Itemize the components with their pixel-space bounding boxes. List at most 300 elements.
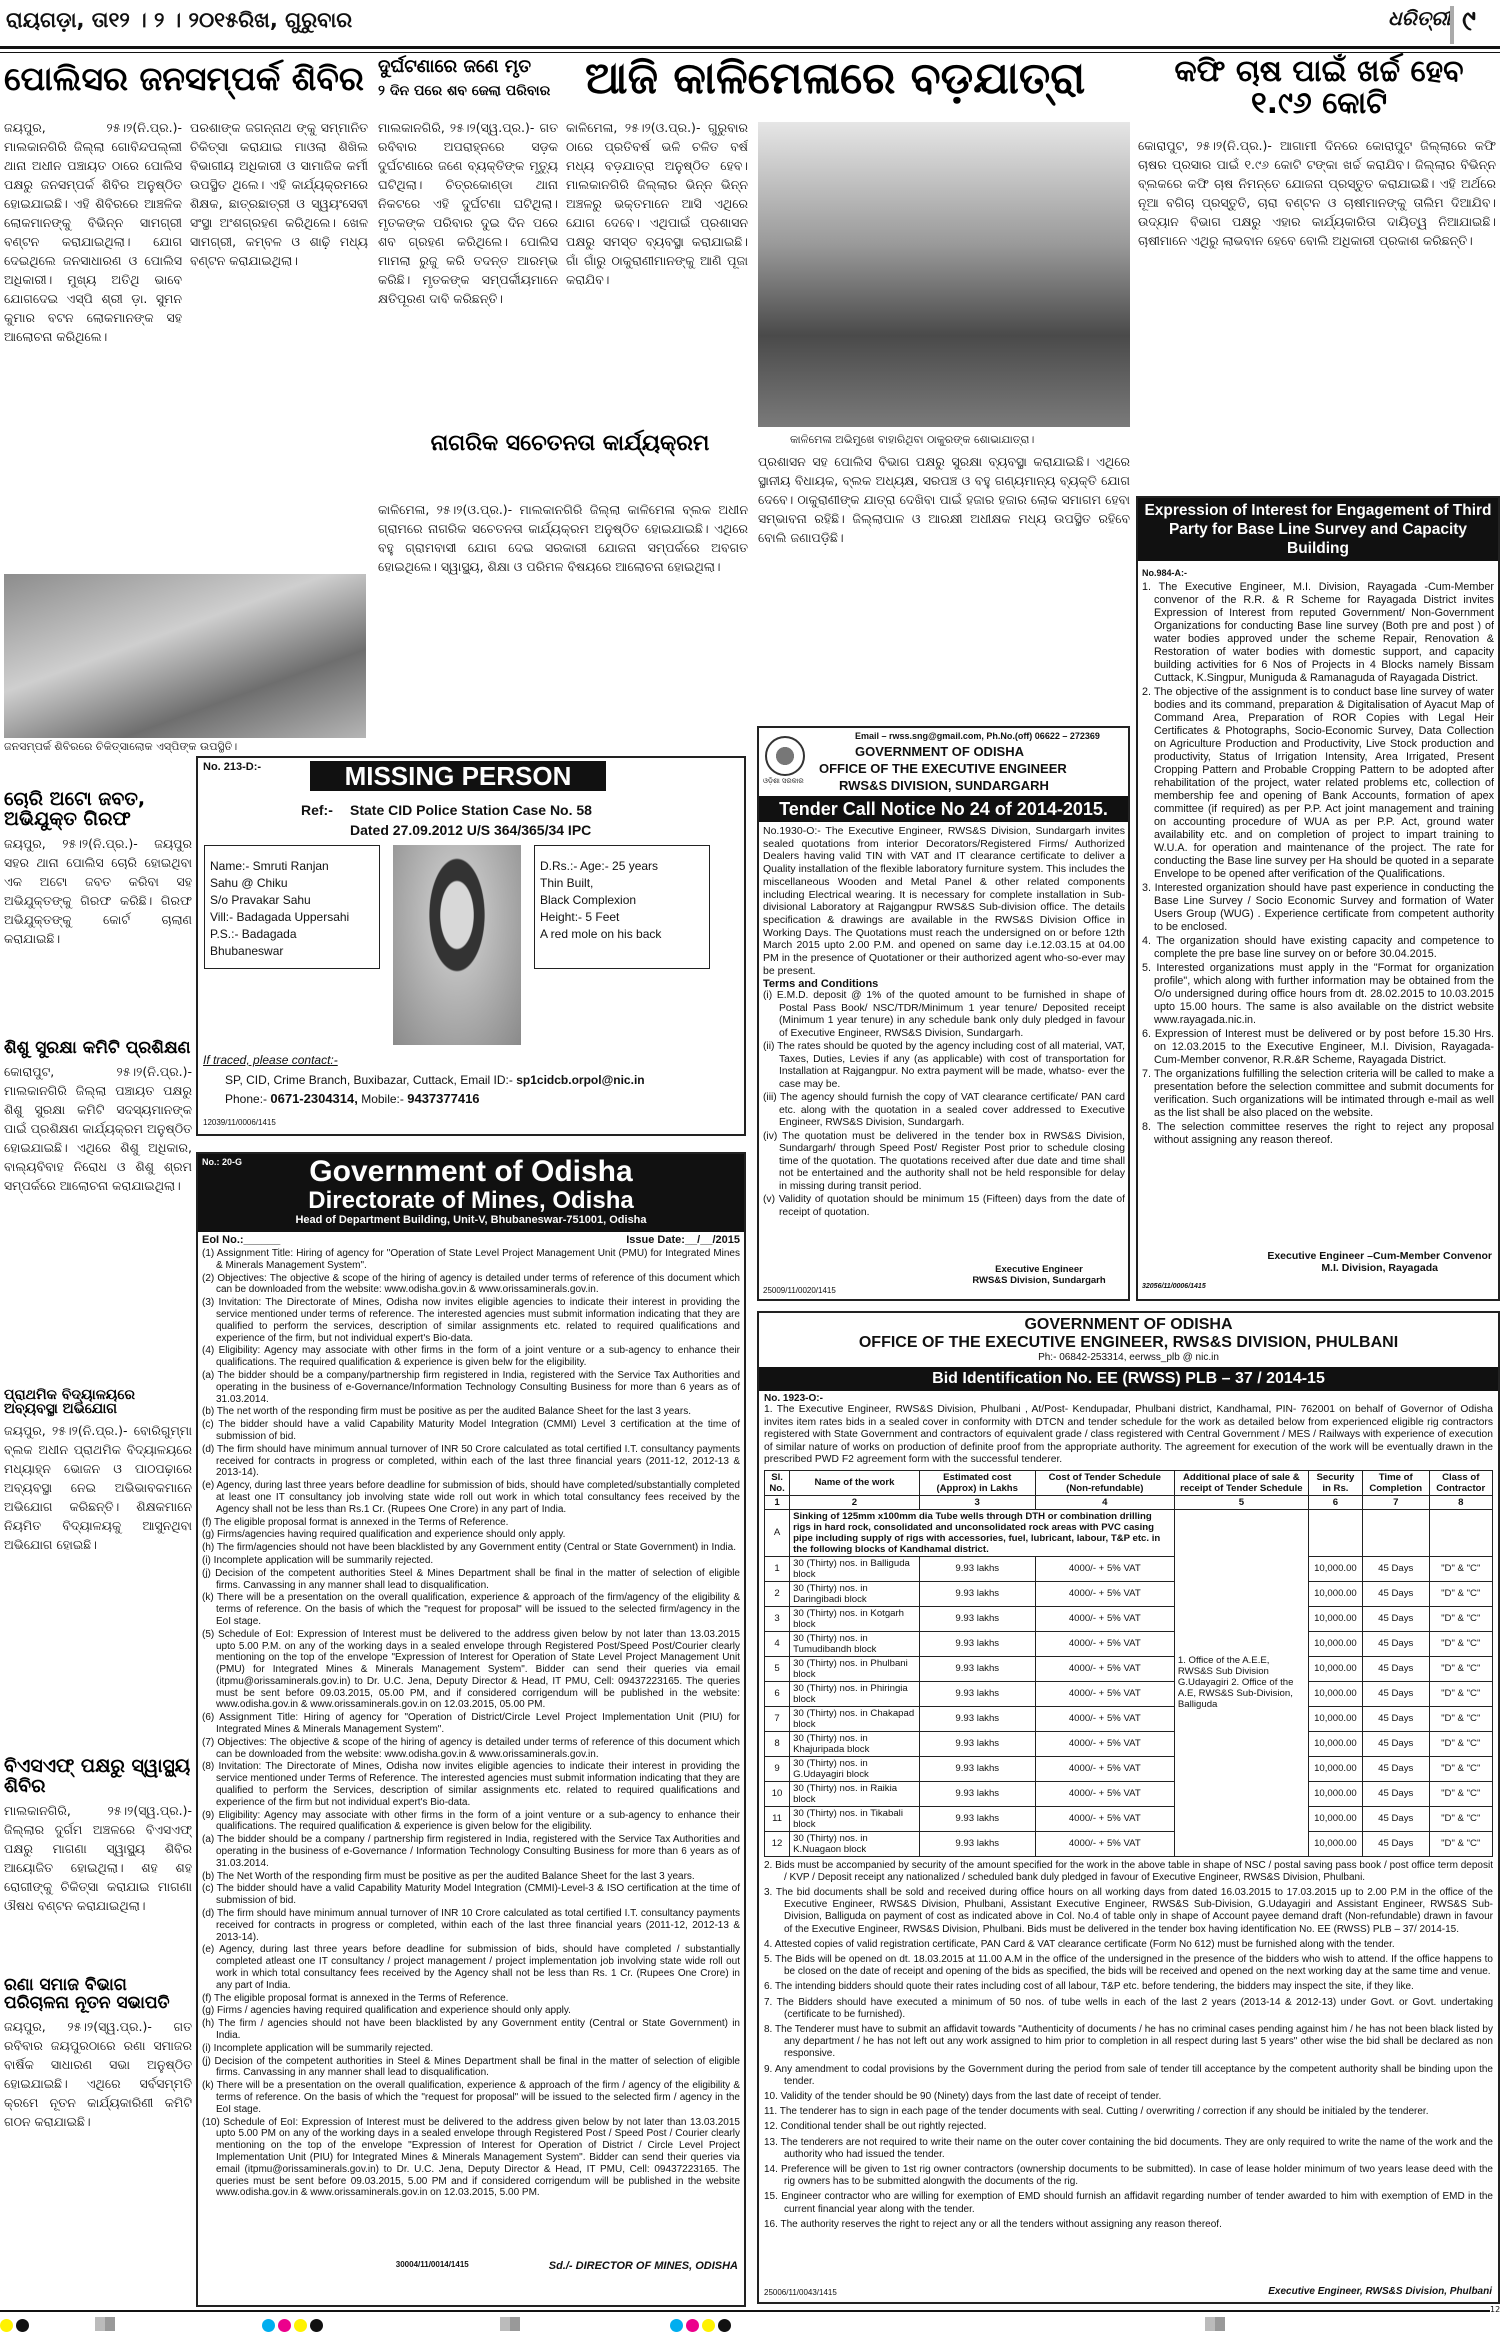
cell-class: "D" & "C" — [1429, 1581, 1493, 1606]
cell-work: 30 (Thirty) nos. in Khajuripada block — [790, 1731, 920, 1756]
headline-bsf-camp: ବିଏସଏଫ୍ ପକ୍ଷରୁ ସ୍ୱାସ୍ଥ୍ୟ ଶିବିର — [4, 1755, 191, 1798]
police-camp-photo — [4, 574, 366, 738]
cell-security: 10,000.00 — [1308, 1631, 1362, 1656]
headline-car-festival: ଆଜି କାଳିମେଳାରେ ବଡ଼ଯାତ୍ରା — [585, 53, 1086, 104]
contact: Ph:- 06842-253314, eerwss_plb @ nic.in — [1038, 1352, 1219, 1363]
cell-security: 10,000.00 — [1308, 1656, 1362, 1681]
tender-intro: No.1930-O:- The Executive Engineer, RWS&S Division, Sundargarh invites sealed quotations from interior Decorators/Registered Firms/ Authorized Dealers having valid TIN with VAT and IT clearance certificate to deliver a Quality installation of the flexible laboratory furniture system. This includes the miscellaneous Wooden and Metal Panel & other related components including Electrical wearing. It is necessary for complete installation in Sub-divisional Laboratory at Rajgangpur RWS&S Sub-division office. The details specification & drawings are available in the RWS&S Division Office in Working Days. The Quotations must reach the undersigned on or before 12th March 2015 upto 2.00 P.M. and opened on same day i.e.12.03.15 at 04.00 PM in the presence of Quotationer or their authorized agent who-so-ever may be present. — [763, 825, 1125, 977]
story-child-safety-body: କୋରାପୁଟ, ୨୫।୨(ନି.ପ୍ର.)- ମାଲକାନଗିରି ଜିଲ୍ଲା ପଞ୍ଚାୟତ ପକ୍ଷରୁ ଶିଶୁ ସୁରକ୍ଷା କମିଟି ସଦସ୍ୟମାନଙ୍କ ପାଇଁ ପ୍ରଶିକ୍ଷଣ କାର୍ଯ୍ୟକ୍ରମ ଅନୁଷ୍ଠିତ ହୋଇଯାଇଛି। ଏଥିରେ ଶିଶୁ ଅଧିକାର, ବାଲ୍ୟବିବାହ ନିରୋଧ ଓ ଶିଶୁ ଶ୍ରମ ସମ୍ପର୍କରେ ଆଲୋଚନା କରାଯାଇଥିଲା। — [4, 1063, 192, 1193]
cell-cost: 9.93 lakhs — [919, 1756, 1035, 1781]
terms-list — [763, 990, 1125, 1219]
headline-new-president: ରଣା ସମାଜ ବିଭାଗ ପରିଚାଳନା ନୂତନ ସଭାପତି — [4, 1974, 170, 2013]
eoi-paragraph: (h) The firm / agencies should not have been blacklisted by any Government entity (Central or State Government) in India. — [202, 2018, 740, 2041]
empty-cell — [1362, 1509, 1429, 1556]
division-line: RWS&S DIVISION, SUNDARGARH — [839, 778, 1049, 793]
ref-line-1: State CID Police Station Case No. 58 — [350, 802, 592, 818]
cell-sl: 7 — [765, 1706, 790, 1731]
clauses — [764, 1860, 1493, 2231]
eoi-paragraph: (g) Firms/agencies having required qualification and experience should only apply. — [202, 1529, 566, 1541]
eoi-paragraph: (i) Incomplete application will be summarily rejected. — [202, 2042, 434, 2054]
cell-cost: 9.93 lakhs — [919, 1681, 1035, 1706]
cell-time: 45 Days — [1362, 1706, 1429, 1731]
cell-time: 45 Days — [1362, 1781, 1429, 1806]
column-header: Sl. No. — [765, 1470, 790, 1495]
tender-body — [763, 825, 1125, 1220]
ref-line-2: Dated 27.09.2012 U/S 364/365/34 IPC — [350, 822, 592, 838]
cell-sl: 4 — [765, 1631, 790, 1656]
clause: 7. The Bidders should have executed a minimum of 50 nos. of tube wells in each of the last 2 years (2013-14 & 2012-13) under Govt. or Govt. undertaking (certificate to be furnished). — [764, 1996, 1493, 2020]
story-auto-theft-body: ଜୟପୁର, ୨୫।୨(ନି.ପ୍ର.)- ଜୟପୁର ସହର ଥାନା ପୋଲିସ ଚୋରି ହୋଇଥିବା ଏକ ଅଟୋ ଜବତ କରିବା ସହ ଅଭିଯୁକ୍ତଙ୍କୁ ଗିରଫ କରିଛି। ଗିରଫ ଅଭିଯୁକ୍ତଙ୍କୁ କୋର୍ଟ ଚାଲାଣ କରାଯାଇଛି। — [4, 835, 192, 946]
registration-marks — [0, 2317, 1500, 2333]
column-header: Security in Rs. — [1308, 1470, 1362, 1495]
cell-sl: 8 — [765, 1731, 790, 1756]
gov-line: GOVERNMENT OF ODISHA — [1024, 1316, 1233, 1333]
car-festival-photo — [758, 122, 1130, 427]
cell-work: 30 (Thirty) nos. in K.Nuagaon block — [790, 1831, 920, 1856]
cell-class: "D" & "C" — [1429, 1606, 1493, 1631]
eoi-paragraph: (d) The firm should have minimum annual turnover of INR 50 Crore calculated as total certified I.T. consultancy payments received for contracts in progress or completed, within each of the last three financial years (2011-12, 2012-13 & 2013-14). — [202, 1443, 740, 1479]
signature: Executive Engineer, RWS&S Division, Phulbani — [1268, 2286, 1492, 2297]
clause: 9. Any amendment to codal provisions by the Government during the period from sale of tender till acceptance by the competent authority shall be binding upon the tender. — [764, 2063, 1493, 2087]
story-awareness-body: କାଳିମେଳା, ୨୫।୨(ଓ.ପ୍ର.)- ମାଲକାନଗିରି ଜିଲ୍ଲା କାଳିମେଳା ବ୍ଲକ ଅଧୀନ ଗ୍ରାମରେ ନାଗରିକ ସଚେତନତା କାର୍ଯ୍ୟକ୍ରମ ଅନୁଷ୍ଠିତ ହୋଇଯାଇଛି। ଏଥିରେ ବହୁ ଗ୍ରାମବାସୀ ଯୋଗ ଦେଇ ସରକାରୀ ଯୋଜନା ସମ୍ପର୍କରେ ଅବଗତ ହୋଇଥିଲେ। ସ୍ୱାସ୍ଥ୍ୟ, ଶିକ୍ଷା ଓ ପରିମଳ ବିଷୟରେ ଆଲୋଚନା ହୋଇଥିଲା। — [378, 502, 748, 574]
eoi-items — [1142, 581, 1494, 1147]
mobile-label: Mobile:- — [361, 1092, 404, 1106]
description-box — [534, 845, 710, 969]
eoi-item: 2. The objective of the assignment is to conduct base line survey of water bodies and its command, preparation & Digitalisation of Ayacut Map of Command Area, Preparation of ROR Copies with Legal Heir Certificates & Photographs, Socio-Economic Survey, Data Collection on Agriculture Production and Productivity, Live Stock production and productivity, Status of Irrigation Intensity, Area Irrigated, Present Cropping Pattern and Probable Cropping Pattern to be adopted after rehabilitation of the project, water related problems etc, collection of membership fee and opening of Bank Accounts, formation of apex committee (if required) as per P.P. Act joint management and training on accounting procedure of WUA as per P.P. Act, ground water availability etc. and on completion of project to impart training to W.U.A. for operation and maintenance of the project. The rate for conducting the Base line survey per Ha should be quoted in a separate Envelope to be opened after verification of the Qualifications. — [1142, 686, 1494, 880]
story-police-camp-body2: ପରଶାଙ୍କ ଜଗନ୍ନାଥ ଙ୍କୁ ସମ୍ମାନିତ ଚିକିତ୍ସା କରାଯାଇ ମାଓଲା ଶିଖିଲ ବିଭାଗୀୟ ଅଧିକାରୀ ଓ ସାମାଜିକ କର୍ମୀ ଉପସ୍ଥିତ ଥିଲେ। ଏହି କାର୍ଯ୍ୟକ୍ରମରେ ଶିକ୍ଷକ, ଛାତ୍ରଛାତ୍ରୀ ଓ ସ୍ୱୟଂସେବୀ ସଂସ୍ଥା ଅଂଶଗ୍ରହଣ କରିଥିଲେ। ଖେଳ ସାମଗ୍ରୀ, କମ୍ବଳ ଓ ଶାଢ଼ି ମଧ୍ୟ ବଣ୍ଟନ କରାଯାଇଥିଲା। — [190, 120, 368, 268]
dateline: ରାୟଗଡ଼ା, ତା୧୨ । ୨ । ୨୦୧୫ରିଖ, ଗୁରୁବାର — [6, 8, 353, 32]
cyan-dot — [670, 2319, 683, 2332]
cell-security: 10,000.00 — [1308, 1556, 1362, 1581]
cell-class: "D" & "C" — [1429, 1831, 1493, 1856]
cell-work: 30 (Thirty) nos. in Balliguda block — [790, 1556, 920, 1581]
table-row — [765, 1606, 1493, 1631]
story-accident-body: ମାଲକାନଗିରି, ୨୫।୨(ସ୍ୱ.ପ୍ର.)- ଗତ ରବିବାର ଅପରାହ୍ନରେ ସଡ଼କ ଦୁର୍ଘଟଣାରେ ଜଣେ ବ୍ୟକ୍ତିଙ୍କ ମୃତ୍ୟୁ ଘଟିଥିଲା। ଚିତ୍ରକୋଣ୍ଡା ଥାନା ନିକଟରେ ଏହି ଦୁର୍ଘଟଣା ଘଟିଥିଲା। ମୃତକଙ୍କ ପରିବାର ଦୁଇ ଦିନ ପରେ ଶବ ଗ୍ରହଣ କରିଥିଲେ। ପୋଲିସ ମାମଲା ରୁଜୁ କରି ତଦନ୍ତ ଆରମ୍ଭ କରିଛି। ମୃତକଙ୍କ ସମ୍ପର୍କୀୟମାନେ କ୍ଷତିପୂରଣ ଦାବି କରିଛନ୍ତି। — [378, 120, 558, 306]
cell-security: 10,000.00 — [1308, 1606, 1362, 1631]
mines-ad-subtitle: Directorate of Mines, Odisha — [308, 1187, 634, 1214]
eoi-item: 3. Interested organization should have past experience in conducting the Base Line Survey / Socio Economic Survey and formation of Water Users Group (WUG) . Experience certificate from competent authority to be enclosed. — [1142, 882, 1494, 933]
tender-title: Tender Call Notice No 24 of 2014-2015. — [759, 796, 1128, 822]
gov-line: GOVERNMENT OF ODISHA — [855, 744, 1025, 759]
footer-rule — [0, 2310, 1490, 2312]
subhead-accident: ୨ ଦିନ ପରେ ଶବ ଜେଲା ପରିବାର — [378, 83, 551, 99]
detail-line: P.S.:- Badagada — [210, 927, 297, 941]
eoi-paragraph: (b) The Net Worth of the responding firm must be positive as per the audited Balance Sheet for the last 3 years. — [202, 1870, 695, 1882]
signature-line-1: Executive Engineer — [995, 1264, 1083, 1275]
table-row — [765, 1681, 1493, 1706]
eoi-paragraph: (f) The eligible proposal format is annexed in the Terms of Reference. — [202, 1516, 509, 1528]
missing-person-title: MISSING PERSON — [310, 761, 606, 791]
cell-cost: 9.93 lakhs — [919, 1781, 1035, 1806]
cell-work: 30 (Thirty) nos. in G.Udayagiri block — [790, 1756, 920, 1781]
table-row — [765, 1806, 1493, 1831]
clause: 2. Bids must be accompanied by security of the amount specified for the work in the above table in shape of NSC / postal saving pass book / post office term deposit / KVP / Deposit receipt any nationalized / scheduled bank duly pledged in favour of Executive Engineer, RWS&S Division, Phulbani. — [764, 1859, 1493, 1883]
cell-security: 10,000.00 — [1308, 1831, 1362, 1856]
cell-schedule: 4000/- + 5% VAT — [1035, 1781, 1174, 1806]
contact-label: If traced, please contact:- — [203, 1053, 338, 1067]
detail-line: Bhubaneswar — [210, 944, 284, 958]
description-line: Height:- 5 Feet — [540, 910, 620, 924]
clause: 11. The tenderer has to sign in each page of the tender documents with seal. Cutting / overwriting / correction if any should be initialed by the tenderer. — [764, 2106, 1429, 2118]
mines-ad-body — [198, 1248, 744, 2258]
term-item: (i) E.M.D. deposit @ 1% of the quoted amount to be furnished in shape of Postal Pass Book/ NSC/TDR/Minimum 1 year tenure/ Deposited receipt (Minimum 1 year tenure) in any schedule bank only duly pledged in favour of Executive Engineer, RWS&S Division, Sundargarh. — [763, 990, 1125, 1039]
cell-cost: 9.93 lakhs — [919, 1556, 1035, 1581]
cell-cost: 9.93 lakhs — [919, 1806, 1035, 1831]
eoi-paragraph: (e) Agency, during last three years before deadline for submission of bids, should have completed/substantially completed at least one IT consultancy job involving state wide roll out work in which total consultancy fees received by the Agency shall not be less than Rs.1 Cr. (Rupees One Crore) in any part of India. — [202, 1480, 740, 1515]
cell-cost: 9.93 lakhs — [919, 1831, 1035, 1856]
eoi-paragraph: (i) Incomplete application will be summarily rejected. — [202, 1554, 434, 1566]
yellow-dot — [294, 2319, 307, 2332]
cell-time: 45 Days — [1362, 1681, 1429, 1706]
empty-cell — [1308, 1509, 1362, 1556]
cell-time: 45 Days — [1362, 1556, 1429, 1581]
cell-security: 10,000.00 — [1308, 1681, 1362, 1706]
page-marker: 12 — [1490, 2305, 1500, 2314]
cell-class: "D" & "C" — [1429, 1731, 1493, 1756]
story-car-festival-body2: ପ୍ରଶାସନ ସହ ପୋଲିସ ବିଭାଗ ପକ୍ଷରୁ ସୁରକ୍ଷା ବ୍ୟବସ୍ଥା କରାଯାଇଛି। ଏଥିରେ ସ୍ଥାନୀୟ ବିଧାୟକ, ବ୍ଲକ ଅଧ୍ୟକ୍ଷ, ସରପଞ୍ଚ ଓ ବହୁ ଗଣ୍ୟମାନ୍ୟ ବ୍ୟକ୍ତି ଯୋଗ ଦେବେ। ଠାକୁରାଣୀଙ୍କ ଯାତ୍ରା ଦେଖିବା ପାଇଁ ହଜାର ହଜାର ଲୋକ ସମାଗମ ହେବା ସମ୍ଭାବନା ରହିଛି। ଜିଲ୍ଲାପାଳ ଓ ଆରକ୍ଷୀ ଅଧୀକ୍ଷକ ମଧ୍ୟ ଉପସ୍ଥିତ ରହିବେ ବୋଲି ଜଣାପଡ଼ିଛି। — [758, 454, 1130, 545]
eoi-paragraph: (9) Eligibility: Agency may associate with other firms in the form of a joint venture or a sub-agency to enhance their qualifications. The required qualification & experience is given below for the eligibility. — [202, 1809, 740, 1833]
eoi-paragraph: (3) Invitation: The Directorate of Mines, Odisha now invites eligible agencies to indicate their interest in providing the service mentioned under terms of reference. The interested agencies must submit information indicating that they are qualified to perform the services, description of similar assignments etc. related to required qualifications and experience of the firm, but not individual expert's Bio-data. — [202, 1297, 740, 1344]
ad-ref-code: 25009/11/0020/1415 — [763, 1286, 836, 1295]
column-header: Additional place of sale & receipt of Tender Schedule — [1174, 1470, 1308, 1495]
eoi-paragraph: (k) There will be a presentation on the overall qualification, experience & approach of the firm/agency of the eligibility & terms of reference. On the basis of which the "request for proposal" will be issued to the selected firm/agency in the EoI stage. — [202, 1592, 740, 1627]
contact-address: SP, CID, Crime Branch, Buxibazar, Cuttack, Email ID:- — [225, 1073, 513, 1087]
eoi-paragraph: (c) The bidder should have a valid Capability Maturity Model Integration (CMMI)-Level-3 & ISO certification at the time of submission of bid. — [202, 1883, 740, 1907]
cell-sl: 1 — [765, 1556, 790, 1581]
cell-schedule: 4000/- + 5% VAT — [1035, 1581, 1174, 1606]
ad-number: No.984-A:- — [1142, 568, 1188, 578]
ad-ref-code: 30004/11/0014/1415 — [395, 2260, 469, 2269]
bid-title: Bid Identification No. EE (RWSS) PLB – 37 / 2014-15 — [759, 1367, 1498, 1391]
issue-date: Issue Date:__/__/2015 — [626, 1234, 740, 1246]
emblem-icon — [765, 736, 805, 776]
ad-number: No. 213-D:- — [203, 761, 262, 773]
sundargarh-tender-ad — [757, 726, 1130, 1301]
cell-class: "D" & "C" — [1429, 1756, 1493, 1781]
clause: 10. Validity of the tender should be 90 (Ninety) days from the last date of receipt of tender. — [764, 2090, 1162, 2102]
logo-divider — [1450, 6, 1454, 44]
rayagada-eoi-ad — [1136, 496, 1500, 1301]
column-number: 2 — [790, 1495, 920, 1509]
magenta-dot — [278, 2319, 291, 2332]
phulbani-tender-ad — [757, 1311, 1500, 2304]
works-table — [764, 1470, 1493, 1857]
cell-sl: 10 — [765, 1781, 790, 1806]
black-dot — [310, 2319, 323, 2332]
table-row — [765, 1631, 1493, 1656]
cell-cost: 9.93 lakhs — [919, 1731, 1035, 1756]
headline-accident: ଦୁର୍ଘଟଣାରେ ଜଣେ ମୃତ — [378, 56, 532, 77]
cell-cost: 9.93 lakhs — [919, 1606, 1035, 1631]
eoi-item: 1. The Executive Engineer, M.I. Division, Rayagada -Cum-Member convenor of the R.R. & R Scheme for Rayagada District invites Expression of Interest from reputed Government/ Non-Government Organizations for conducting Base line survey (Both pre and post ) of water bodies approved under the scheme Repair, Renovation & Restoration of water bodies with domestic support, and capacity building activities for 6 Nos of Projects in 4 Blocks namely Bissam Cuttack, K.Singpur, Muniguda & Ramanaguda of Rayagada District. — [1142, 581, 1494, 684]
term-item: (v) Validity of quotation should be minimum 15 (Fifteen) days from the date of receipt of quotation. — [763, 1194, 1125, 1218]
table-group-row — [765, 1509, 1493, 1556]
cell-time: 45 Days — [1362, 1606, 1429, 1631]
magenta-dot — [686, 2319, 699, 2332]
story-new-president-body: ଜୟପୁର, ୨୫।୨(ସ୍ୱ.ପ୍ର.)- ଗତ ରବିବାର ଜୟପୁରଠାରେ ରଣା ସମାଜର ବାର୍ଷିକ ସାଧାରଣ ସଭା ଅନୁଷ୍ଠିତ ହୋଇଯାଇଛି। ଏଥିରେ ସର୍ବସମ୍ମତି କ୍ରମେ ନୂତନ କାର୍ଯ୍ୟକାରିଣୀ କମିଟି ଗଠନ କରାଯାଇଛି। — [4, 2018, 192, 2129]
signature-line-2: M.I. Division, Rayagada — [1321, 1262, 1439, 1274]
table-row — [765, 1731, 1493, 1756]
description-line: D.Rs.:- Age:- 25 years — [540, 859, 659, 873]
eoi-item: 4. The organization should have existing capacity and competence to complete the pre base line survey on or before 30.04.2015. — [1142, 935, 1494, 960]
terms-heading: Terms and Conditions — [763, 978, 879, 991]
column-header: Name of the work — [790, 1470, 920, 1495]
cell-time: 45 Days — [1362, 1731, 1429, 1756]
color-dots — [262, 2317, 326, 2336]
black-dot — [16, 2319, 29, 2332]
cell-schedule: 4000/- + 5% VAT — [1035, 1806, 1174, 1831]
eoi-paragraph: (4) Eligibility: Agency may associate with other firms in the form of a joint venture or a sub-agency to enhance their qualifications. The required qualification & experience is given belw for the eligibility. — [202, 1345, 740, 1369]
table-row — [765, 1556, 1493, 1581]
eoi-paragraph: (10) Schedule of EoI: Expression of Interest must be delivered to the address given below by not later than 13.03.2015 upto 5.00 PM on any of the working days in a sealed envelope through Registered Post / Speed Post / Courier clearly mentioning on the top of the envelope "Expression of Interest for Operation of District / Circle Level Project Implementation Unit (PIU) for Integrated Mines & Minerals Management System". Bidder can send their queries via email (itpmu@orissaminerals.gov.in) to Dr. U.C. Jena, Deputy Director & Head, IT PMU, Cell: 09437223165. The queries must be sent before 09.03.2015, 5.00 PM and if considered corrigendum will be published in the website www.odisha.gov.in & www.orissaminerals.gov.in on 12.03.2015, 5.00 PM. — [202, 2116, 740, 2199]
cell-work: 30 (Thirty) nos. in Tikabali block — [790, 1806, 920, 1831]
table-column-number-row — [765, 1495, 1493, 1509]
cell-security: 10,000.00 — [1308, 1781, 1362, 1806]
cell-time: 45 Days — [1362, 1831, 1429, 1856]
clause: 16. The authority reserves the right to reject any or all the tenders without assigning any reason thereof. — [764, 2218, 1222, 2230]
eoi-paragraph: (a) The bidder should be a company / partnership firm registered in India, registered with the Service Tax Authorities and operating in the business of e-Governance / Information Technology Consulting Business for more than 6 years as of 31.03.2014. — [202, 1834, 740, 1869]
clause: 12. Conditional tender shall be out rightly rejected. — [764, 2121, 987, 2133]
column-number: 6 — [1308, 1495, 1362, 1509]
mines-ad-footer — [198, 2258, 744, 2274]
eoi-item: 8. The selection committee reserves the right to reject any proposal without assigning any reason thereof. — [1142, 1121, 1494, 1146]
mines-ad-header — [198, 1154, 744, 1232]
cell-work: 30 (Thirty) nos. in Phulbani block — [790, 1656, 920, 1681]
clause: 14. Preference will be given to 1st rig owner contractors (ownership documents to be submitted). In case of lease holder minimum of two years lease deed with the rig owners has to be submitted alongwith the documents of the rig. — [764, 2163, 1493, 2188]
cell-work: 30 (Thirty) nos. in Tumudibandh block — [790, 1631, 920, 1656]
column-header: Class of Contractor — [1429, 1470, 1493, 1495]
eoi-paragraph: (c) The bidder should have a valid Capability Maturity Model Integration (CMMI) Level 3 certification at the time of submission of bid. — [202, 1419, 740, 1442]
eoi-number: EoI No.:______ — [202, 1234, 281, 1246]
eoi-item: 7. The organizations fulfilling the selection criteria will be called to make a presentation before the selection committee and submit documents for verification. Such organizations will be intimated through e-mail as well as the list shall be also placed on the website. — [1142, 1068, 1494, 1119]
cell-sl: 2 — [765, 1581, 790, 1606]
cell-sl: 11 — [765, 1806, 790, 1831]
signature: Sd./- DIRECTOR OF MINES, ODISHA — [548, 2260, 738, 2272]
intro: 1. The Executive Engineer, RWS&S Division, Phulbani , At/Post- Kendupadar, Phulbani district, Kandhamal, PIN- 762001 on behalf of Governor of Odisha invites item rates bids in a sealed cover in conformity with DTCN and tender schedule for the work as detailed below from experienced eligible rig contractors registered with State Government and contractors of equivalent grade / class registered with Central Government / MES / Railways with experience of execution of similar nature of works on production of definite proof from the appropriate authority. The agreement for execution of the work will be eventually drawn in the prescribed PWD F2 agreement form with the successful tenderer. — [764, 1404, 1493, 1465]
cell-security: 10,000.00 — [1308, 1706, 1362, 1731]
headline-complaint: ପ୍ରାଥମିକ ବିଦ୍ୟାଳୟରେ ଅବ୍ୟବସ୍ଥା ଅଭିଯୋଗ — [4, 1386, 135, 1418]
ad-number: No.: 20-G — [202, 1157, 243, 1167]
yellow-dot — [0, 2319, 13, 2332]
cell-work: 30 (Thirty) nos. in Raikia block — [790, 1781, 920, 1806]
column-number: 7 — [1362, 1495, 1429, 1509]
cell-time: 45 Days — [1362, 1806, 1429, 1831]
column-header: Time of Completion — [1362, 1470, 1429, 1495]
cell-class: "D" & "C" — [1429, 1806, 1493, 1831]
missing-person-photo — [393, 845, 521, 1045]
headline-auto-theft: ଚୋରି ଅଟୋ ଜବତ, ଅଭିଯୁକ୍ତ ଗିରଫ — [4, 788, 146, 830]
cell-schedule: 4000/- + 5% VAT — [1035, 1606, 1174, 1631]
clause: 8. The Tenderer must have to submit an affidavit towards "Authenticity of documents / he has no criminal cases pending against him / he has not been black listed by any department / he has not left out any work assigned to him prior to completion in all respect during last 5 years" other wise the bid shall be declared as non responsive. — [764, 2023, 1493, 2060]
cell-schedule: 4000/- + 5% VAT — [1035, 1681, 1174, 1706]
signature-line-1: Executive Engineer –Cum-Member Convenor — [1267, 1250, 1492, 1262]
headline-police-camp: ପୋଲିସର ଜନସମ୍ପର୍କ ଶିବିର — [4, 59, 364, 98]
table-row — [765, 1581, 1493, 1606]
term-item: (iii) The agency should furnish the copy of VAT clearance certificate/ PAN card etc. along with the quotation in a sealed cover addressed to Executive Engineer, RWS&S Division, Sundargarh. — [763, 1092, 1125, 1129]
cell-class: "D" & "C" — [1429, 1631, 1493, 1656]
cell-sl: 5 — [765, 1656, 790, 1681]
story-coffee-body: କୋରାପୁଟ, ୨୫।୨(ନି.ପ୍ର.)- ଆଗାମୀ ଦିନରେ କୋରାପୁଟ ଜିଲ୍ଲାରେ କଫି ଚାଷର ପ୍ରସାର ପାଇଁ ୧.୯୬ କୋଟି ଟଙ୍କା ଖର୍ଚ୍ଚ କରାଯିବ। ଜିଲ୍ଲାର ବିଭିନ୍ନ ବ୍ଲକରେ କଫି ଚାଷ ନିମନ୍ତେ ଯୋଜନା ପ୍ରସ୍ତୁତ କରାଯାଇଛି। ଏହି ଅର୍ଥରେ ନୂଆ ବଗିଚା ପ୍ରସ୍ତୁତି, ଚାରା ବଣ୍ଟନ ଓ ଚାଷୀମାନଙ୍କୁ ତାଲିମ ଦିଆଯିବ। ଉଦ୍ୟାନ ବିଭାଗ ପକ୍ଷରୁ ଏହାର କାର୍ଯ୍ୟକାରିତା ଦାୟିତ୍ୱ ନିଆଯାଇଛି। ଚାଷୀମାନେ ଏଥିରୁ ଲାଭବାନ ହେବେ ବୋଲି ଅଧିକାରୀ ପ୍ରକାଶ କରିଛନ୍ତି। — [1138, 138, 1496, 248]
cell-security: 10,000.00 — [1308, 1731, 1362, 1756]
headline-coffee: କଫି ଚାଷ ପାଇଁ ଖର୍ଚ୍ଚ ହେବ ୧.୯୬ କୋଟି — [1174, 54, 1464, 121]
phulbani-body — [759, 1391, 1498, 2236]
detail-line: Name:- Smruti Ranjan — [210, 859, 329, 873]
clause: 5. The Bids will be opened on dt. 18.03.2015 at 11.00 A.M in the office of the undersigned in the presence of the bidders who wish to attend. If the office happens to be closed on the date of receipt and opening of the bids as specified, the bids will be received and opened on the next working day at the same time and venue. — [764, 1953, 1493, 1978]
cell-schedule: 4000/- + 5% VAT — [1035, 1556, 1174, 1581]
column-header: Estimated cost (Approx) in Lakhs — [919, 1470, 1035, 1495]
contact: Email – rwss.sng@gmail.com, Ph.No.(off) 06622 – 272369 — [855, 731, 1100, 741]
color-dots — [0, 2317, 32, 2336]
gray-swatch — [1205, 2317, 1225, 2331]
cell-class: "D" & "C" — [1429, 1656, 1493, 1681]
column-number: 3 — [919, 1495, 1035, 1509]
detail-line: Vill:- Badagada Uppersahi — [210, 910, 350, 924]
eoi-paragraph: (b) The net worth of the responding firm must be positive as per the audited Balance Sheet for the last 3 years. — [202, 1406, 691, 1418]
cell-schedule: 4000/- + 5% VAT — [1035, 1631, 1174, 1656]
cyan-dot — [262, 2319, 275, 2332]
eoi-item: 6. Expression of Interest must be delivered or by post before 15.30 Hrs. on 12.03.2015 to the Executive Engineer, M.I. Division, Rayagada-Cum-Member convenor, R.R.&R Scheme, Rayagada District. — [1142, 1028, 1494, 1066]
description-line: A red mole on his back — [540, 927, 662, 941]
cell-sl: 6 — [765, 1681, 790, 1706]
cell-sl: 9 — [765, 1756, 790, 1781]
cell-cost: 9.93 lakhs — [919, 1706, 1035, 1731]
eoi-paragraph: (j) Decision of the competent authorities in Steel & Mines Department shall be final in the matter of selection of eligible firms. Canvassing in any manner shall lead to disqualification. — [202, 2055, 740, 2079]
clause: 3. The bid documents shall be sold and received during office hours on all working days from dated 16.03.2015 to 17.03.2015 up to 2.00 P.M in the office of the Executive Engineer, RWS&S Division, Phulbani, Assistant Executive Engineer, RWS&S Sub-Division, G.Udayagiri and Assistant Engineer, RWS&S Sub-Division, Balliguda on payment of cost as indicated above in Col. No.4 of table only in shape of Account payee demand draft (Non-refundable) drawn in favour of the Executive Engineer, RWS&S Division, Phulbani. Bids must be delivered in the tender box having identification No. EE (RWSS) PLB – 37/ 2014-15. — [764, 1886, 1493, 1935]
eoi-paragraph: (g) Firms / agencies having required qualification and experience should only apply. — [202, 2005, 571, 2017]
eoi-paragraph: (d) The firm should have minimum annual turnover of INR 10 Crore calculated as total certified I.T. consultancy payments received for contracts in progress or completed, within each of the last three financial years (2011-12, 2012-13 & 2013-14). — [202, 1908, 740, 1943]
mines-ad-title: Government of Odisha — [309, 1155, 633, 1188]
eoi-meta — [198, 1232, 744, 1248]
page-number: ୯ — [1462, 4, 1476, 37]
cell-security: 10,000.00 — [1308, 1756, 1362, 1781]
cell-class: "D" & "C" — [1429, 1681, 1493, 1706]
table-row — [765, 1781, 1493, 1806]
ad-ref-code: 12039/11/0006/1415 — [203, 1118, 276, 1127]
masthead-rule — [0, 46, 1500, 49]
left-column-stories — [4, 790, 192, 2177]
eoi-paragraph: (h) The firm/agencies should not have been blacklisted by any Government entity (Central or State Government) in India. — [202, 1542, 736, 1554]
column-number: 4 — [1035, 1495, 1174, 1509]
clause: 13. The tenderers are not required to write their name on the outer cover containing the bid documents. They are only required to write the name of the work and the authority who had issued the tender. — [764, 2136, 1493, 2160]
phone-label: Phone:- — [225, 1092, 268, 1106]
cell-class: "D" & "C" — [1429, 1781, 1493, 1806]
cell-time: 45 Days — [1362, 1631, 1429, 1656]
cell-time: 45 Days — [1362, 1756, 1429, 1781]
cell-sl: 3 — [765, 1606, 790, 1631]
gray-swatch — [95, 2317, 115, 2331]
cell-cost: 9.93 lakhs — [919, 1581, 1035, 1606]
cell-schedule: 4000/- + 5% VAT — [1035, 1706, 1174, 1731]
detail-line: S/o Pravakar Sahu — [210, 893, 311, 907]
detail-line: Sahu @ Chiku — [210, 876, 288, 890]
clause: 6. The intending bidders should quote their rates including cost of all labour, T&P etc. before tendering, the bidders may inspect the site, if they like. — [764, 1981, 1414, 1993]
cell-cost: 9.93 lakhs — [919, 1656, 1035, 1681]
office-line: OFFICE OF THE EXECUTIVE ENGINEER, RWS&S DIVISION, PHULBANI — [858, 1334, 1399, 1351]
headline-awareness: ନାଗରିକ ସଚେତନତା କାର୍ଯ୍ୟକ୍ରମ — [430, 431, 710, 456]
additional-place: 1. Office of the A.E.E, RWS&S Sub Division G.Udayagiri 2. Office of the A.E, RWS&S Sub-Division, Balliguda — [1174, 1509, 1308, 1856]
eoi-paragraph: (6) Assignment Title: Hiring of agency for "Operation of District/Circle Level Project Implementation Unit (PIU) for Integrated Mines & Minerals Management System". — [202, 1712, 740, 1736]
story-car-festival-body: କାଳିମେଳା, ୨୫।୨(ଓ.ପ୍ର.)- ଗୁରୁବାର ଠାରେ ପ୍ରତିବର୍ଷ ଭଳି ଚଳିତ ବର୍ଷ ମଧ୍ୟ ବଡ଼ଯାତ୍ରା ଅନୁଷ୍ଠିତ ହେବ। ମାଲକାନଗିରି ଜିଲ୍ଲାର ଭିନ୍ନ ଭିନ୍ନ ଅଞ୍ଚଳରୁ ଭକ୍ତମାନେ ଆସି ଏଥିରେ ଯୋଗ ଦେବେ। ଏଥିପାଇଁ ପ୍ରଶାସନ ପକ୍ଷରୁ ସମସ୍ତ ବ୍ୟବସ୍ଥା କରାଯାଇଛି। ଗାଁ ଗାଁରୁ ଠାକୁରାଣୀମାନଙ୍କୁ ଆଣି ପୂଜା କରାଯିବ। — [566, 120, 748, 287]
car-festival-caption: କାଳିମେଳା ଅଭିମୁଖେ ବାହାରିଥିବା ଠାକୁରଙ୍କ ଶୋଭାଯାତ୍ରା। — [790, 433, 1035, 446]
cell-time: 45 Days — [1362, 1656, 1429, 1681]
cell-schedule: 4000/- + 5% VAT — [1035, 1731, 1174, 1756]
column-number: 1 — [765, 1495, 790, 1509]
group-description: Sinking of 125mm x100mm dia Tube wells through DTH or combination drilling rigs in hard rock, consolidated and unconsolidated rock areas with PVC casing pipe including supply of rigs with accessories, fuel, lubricant, labour, T&P etc. in the following blocks of Kandhamal district. — [790, 1509, 1175, 1556]
cell-work: 30 (Thirty) nos. in Phiringia block — [790, 1681, 920, 1706]
color-dots — [670, 2317, 734, 2336]
empty-cell — [1429, 1509, 1493, 1556]
emblem-caption: ଓଡ଼ିଶା ସରକାର — [763, 778, 804, 785]
cell-security: 10,000.00 — [1308, 1581, 1362, 1606]
eoi-paragraph: (5) Schedule of EoI: Expression of Interest must be delivered to the address given below by not later than 13.03.2015 upto 5.00 P.M. on any of the working days in a sealed envelope through Registered Post/Speed Post/Courier clearly mentioning on the top of the envelope "Expression of Interest for Operation of State Level Project Management Unit (PMU) for Integrated Mines & Minerals Management System". Bidder can send their queries via email (itpmu@orissaminerals.gov.in) to Dr. U.C. Jena, Deputy Director & Head, IT PMU, Cell: 09437223165. The queries must be sent before 09.03.2015, 05.00 PM, and if considered corrigendum will be published in the website: www.odisha.gov.in & www.orissaminerals.gov.in on 12.03.2015, 05.00 PM. — [202, 1628, 740, 1711]
eoi-paragraph: (1) Assignment Title: Hiring of agency for "Operation of State Level Project Management Unit (PMU) for Integrated Mines & Minerals Management System". — [202, 1248, 740, 1271]
story-complaint-body: ଜୟପୁର, ୨୫।୨(ନି.ପ୍ର.)- ବୋରିଗୁମ୍ମା ବ୍ଲକ ଅଧୀନ ପ୍ରାଥମିକ ବିଦ୍ୟାଳୟରେ ମଧ୍ୟାହ୍ନ ଭୋଜନ ଓ ପାଠପଢ଼ାରେ ଅବ୍ୟବସ୍ଥା ନେଇ ଅଭିଭାବକମାନେ ଅଭିଯୋଗ କରିଛନ୍ତି। ଶିକ୍ଷକମାନେ ନିୟମିତ ବିଦ୍ୟାଳୟକୁ ଆସୁନଥିବା ଅଭିଯୋଗ ହୋଇଛି। — [4, 1423, 192, 1553]
headline-child-safety: ଶିଶୁ ସୁରକ୍ଷା କମିଟି ପ୍ରଶିକ୍ଷଣ — [4, 1037, 191, 1058]
contact-line — [225, 1073, 645, 1087]
cell-work: 30 (Thirty) nos. in Daringibadi block — [790, 1581, 920, 1606]
mines-eoi-ad — [196, 1152, 746, 2307]
eoi-item: 5. Interested organizations must apply in the "Format for organization profile", which along with further information may be obtained from the O/o undersigned during office hours from dt. 28.02.2015 to 10.03.2015 upto 15.00 hours. The same is also available on the district website www.rayagada.nic.in. — [1142, 962, 1494, 1026]
table-row — [765, 1831, 1493, 1856]
eoi-body — [1138, 561, 1498, 1261]
signature-line-2: RWS&S Division, Sundargarh — [972, 1275, 1106, 1286]
person-details-box — [204, 845, 380, 969]
story-police-camp-body: ଜୟପୁର, ୨୫।୨(ନି.ପ୍ର.)- ମାଲକାନଗିରି ଜିଲ୍ଲା ଗୋବିନ୍ଦପଲ୍ଲୀ ଥାନା ଅଧୀନ ପଞ୍ଚାୟତ ଠାରେ ପୋଲିସ ପକ୍ଷରୁ ଜନସମ୍ପର୍କ ଶିବିର ଅନୁଷ୍ଠିତ ହୋଇଯାଇଛି। ଏହି ଶିବିରରେ ଆଞ୍ଚଳିକ ଲୋକମାନଙ୍କୁ ବିଭିନ୍ନ ସାମଗ୍ରୀ ବଣ୍ଟନ କରାଯାଇଥିଲା। ଯୋଗ ଦେଇଥିଲେ ଜନସାଧାରଣ ଓ ପୋଲିସ ଅଧିକାରୀ। ମୁଖ୍ୟ ଅତିଥି ଭାବେ ଯୋଗଦେଇ ଏସ୍‌ପି ଶ୍ରୀ ଡ଼ା. ସୁମନ କୁମାର ବଟନ ଲୋକମାନଙ୍କ ସହ ଆଲୋଚନା କରିଥିଲେ। — [4, 120, 182, 344]
gray-swatch — [500, 2317, 520, 2331]
signature — [1267, 1250, 1492, 1274]
eoi-paragraph: (8) Invitation: The Directorate of Mines, Odisha now invites eligible agencies to indicate their interest in providing the service mentioned under Terms of Reference. The interested agencies must submit information indicating that they are qualified to perform the Services, description of similar assignments etc. related to required qualifications and experience of the firm but not individual expert's Bio-data. — [202, 1761, 740, 1808]
mines-ad-address: Head of Department Building, Unit-V, Bhubaneswar-751001, Odisha — [295, 1214, 647, 1226]
clause: 15. Engineer contractor who are willing for exemption of EMD should furnish an affidavit regarding number of tender awarded to him with exemption of EMD in the current financial year along with the tender. — [764, 2191, 1493, 2215]
ref-label: Ref:- — [301, 802, 333, 818]
table-row — [765, 1756, 1493, 1781]
term-item: (iv) The quotation must be delivered in the tender box in RWS&S Division, Sundargarh/ through Speed Post/ Register Post prior to schedule closing time of the quotation. The quotations received after due date and time shall not be entertained and the authority shall not be held responsible for delay in missing during transit period. — [763, 1130, 1125, 1192]
cell-schedule: 4000/- + 5% VAT — [1035, 1831, 1174, 1856]
ad-ref-code: 32056/11/0006/1415 — [1142, 1283, 1206, 1290]
eoi-paragraph: (7) Objectives: The objective & scope of the hiring of agency is detailed under terms of reference of this document which can be downloaded from the website: www.odisha.gov.in & www.orissaminerals.gov.in. — [202, 1736, 740, 1760]
cell-cost: 9.93 lakhs — [919, 1631, 1035, 1656]
group-label: A — [765, 1509, 790, 1556]
cell-class: "D" & "C" — [1429, 1556, 1493, 1581]
ad-number: No. 1923-O:- — [764, 1393, 823, 1404]
cell-schedule: 4000/- + 5% VAT — [1035, 1756, 1174, 1781]
column-number: 8 — [1429, 1495, 1493, 1509]
term-item: (ii) The rates should be quoted by the agency including cost of all material, VAT, Taxes, Duties, Levies if any (as applicable) with cost of transportation for Installation at Rajgangpur. No extra payment will be made, whatso- ever the case may be. — [763, 1041, 1125, 1090]
table-row — [765, 1706, 1493, 1731]
mobile: 9437377416 — [407, 1091, 480, 1106]
clause: 4. Attested copies of valid registration certificate, PAN Card & VAT clearance certificate (Form No 612) must be furnished along with the tender. — [764, 1938, 1395, 1950]
cell-work: 30 (Thirty) nos. in Kotgarh block — [790, 1606, 920, 1631]
yellow-dot — [702, 2319, 715, 2332]
office-line: OFFICE OF THE EXECUTIVE ENGINEER — [819, 761, 1067, 776]
eoi-paragraph: (f) The eligible proposal format is annexed in the Terms of Reference. — [202, 1992, 509, 2004]
cell-class: "D" & "C" — [1429, 1706, 1493, 1731]
police-camp-caption: ଜନସମ୍ପର୍କ ଶିବିରରେ ଚିକିତ୍ସାଲୋକ ଏସ୍‌ପିଙ୍କ ଉପସ୍ଥିତି। — [4, 740, 238, 753]
ad-ref-code: 25006/11/0043/1415 — [764, 2288, 837, 2297]
signature — [959, 1264, 1119, 1286]
eoi-paragraph: (e) Agency, during last three years before deadline for submission of bids, should have completed / substantially completed atleast one IT consultancy / project management / project implementation job involving state wide roll out work in which total consultancy fees received by the Agency shall not be less than Rs. 1 Cr. (Rupees One Crore) in any part of India. — [202, 1944, 740, 1991]
contact-email: sp1cidcb.orpol@nic.in — [516, 1073, 645, 1087]
phone: 0671-2304314, — [270, 1091, 358, 1106]
black-dot — [718, 2319, 731, 2332]
eoi-paragraph: (j) Decision of the competent authorities Steel & Mines Department shall be final in the matter of selection of eligible firms. Canvassing in any manner shall lead to disqualification. — [202, 1567, 740, 1591]
story-bsf-camp-body: ମାଲକାନଗିରି, ୨୫।୨(ସ୍ୱ.ପ୍ର.)- ଜିଲ୍ଲାର ଦୁର୍ଗମ ଅଞ୍ଚଳରେ ବିଏସଏଫ୍ ପକ୍ଷରୁ ମାଗଣା ସ୍ୱାସ୍ଥ୍ୟ ଶିବିର ଆୟୋଜିତ ହୋଇଥିଲା। ଶହ ଶହ ରୋଗୀଙ୍କୁ ଚିକିତ୍ସା କରାଯାଇ ମାଗଣା ଔଷଧ ବଣ୍ଟନ କରାଯାଇଥିଲା। — [4, 1802, 192, 1913]
column-header: Cost of Tender Schedule (Non-refundable) — [1035, 1470, 1174, 1495]
cell-time: 45 Days — [1362, 1581, 1429, 1606]
eoi-paragraph: (k) There will be a presentation on the overall qualification, experience & approach of the firm / agency of the eligibility & terms of reference. On the basis of which the "request for proposal" will be issued to the selected firm / agency in the EoI stage. — [202, 2080, 740, 2115]
cell-security: 10,000.00 — [1308, 1806, 1362, 1831]
cell-sl: 12 — [765, 1831, 790, 1856]
